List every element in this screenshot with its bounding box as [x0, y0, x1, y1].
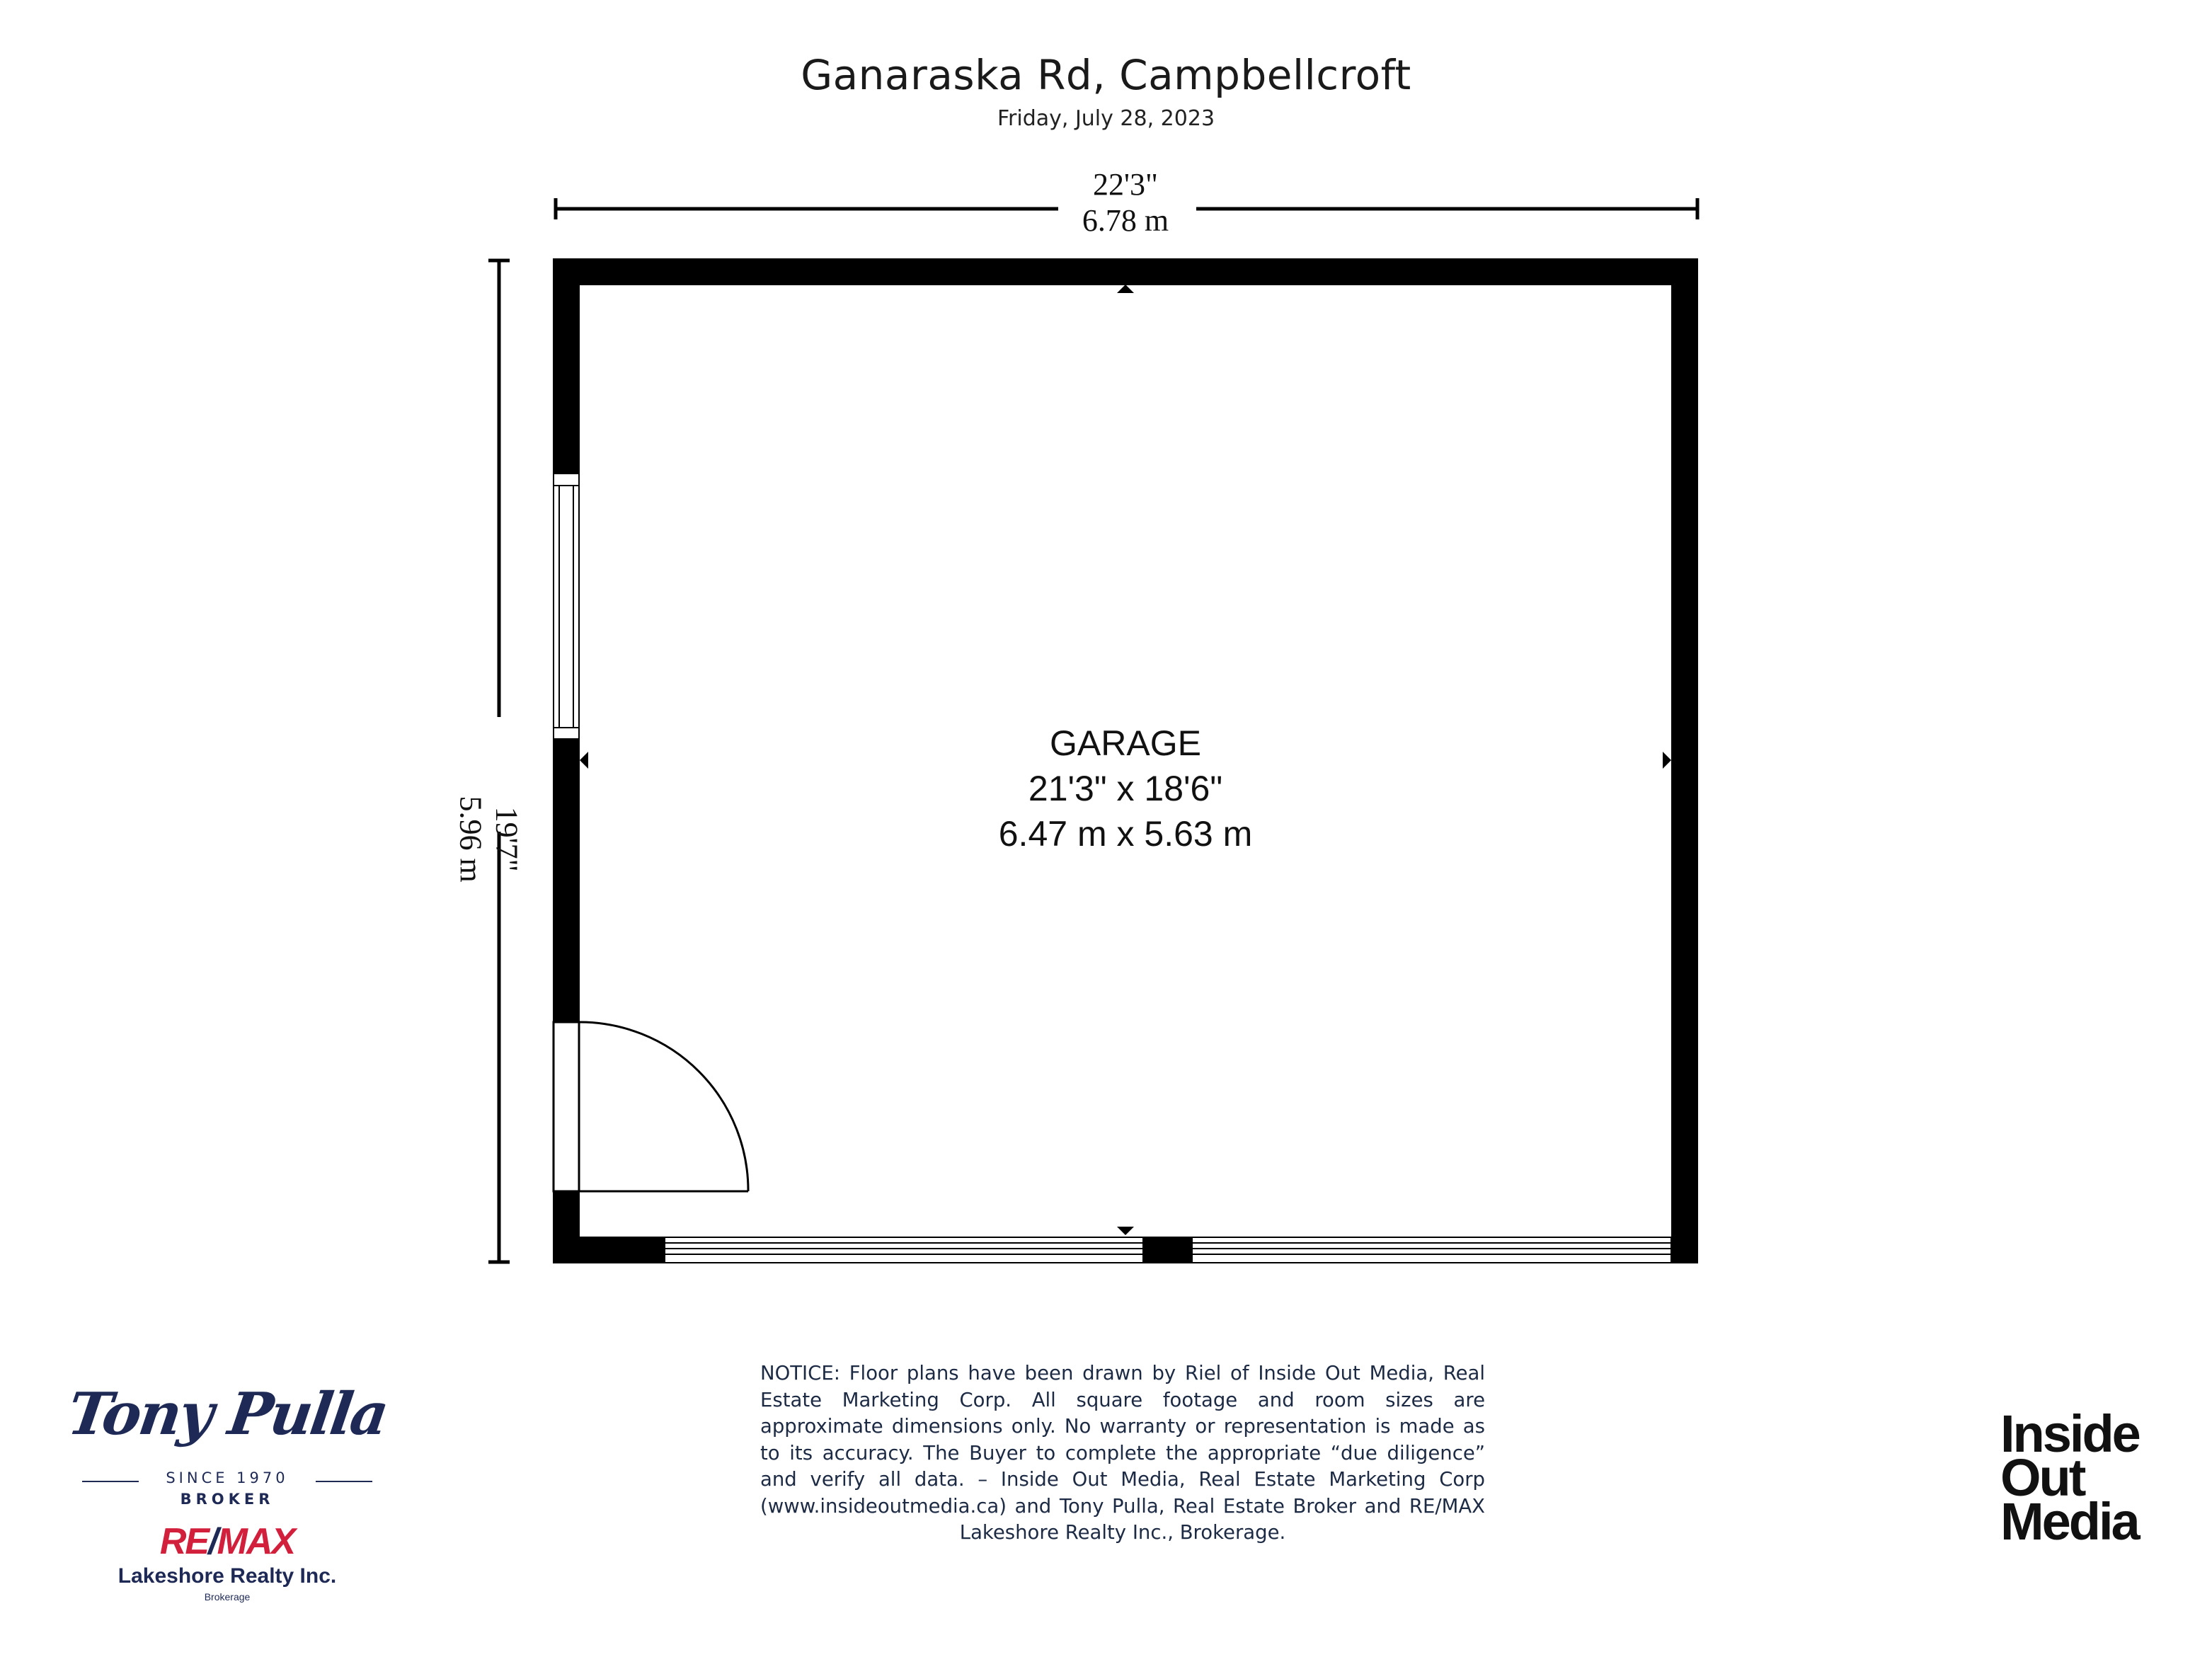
width-dimension-label	[1048, 167, 1203, 239]
left-window	[554, 474, 579, 739]
depth-metric: 5.96 m	[454, 796, 488, 883]
page-title: Ganaraska Rd, Campbellcroft	[801, 51, 1411, 99]
garage-door-right	[1192, 1237, 1671, 1263]
tony-pulla-remax-logo	[63, 1380, 391, 1607]
remax-re: RE	[159, 1521, 209, 1562]
room-label-garage	[842, 721, 1409, 856]
marker-top	[1117, 285, 1134, 293]
width-metric: 6.78 m	[1082, 202, 1169, 238]
remax-logo	[68, 1520, 386, 1563]
room-size-imperial: 21'3" x 18'6"	[1028, 769, 1223, 808]
plan-date: Friday, July 28, 2023	[997, 106, 1215, 131]
remax-max: MAX	[217, 1521, 295, 1562]
garage-door-left	[665, 1237, 1143, 1263]
remax-slash: /	[208, 1521, 217, 1562]
marker-bottom	[1117, 1227, 1134, 1235]
company-name: Lakeshore Realty Inc.	[118, 1564, 337, 1588]
disclaimer-notice: NOTICE: Floor plans have been drawn by Riel of Inside Out Media, Real Estate Marketing Corp. All square footage and room sizes are approximate dimensions only. No warranty or representation is made as to its accuracy. The Buyer to complete the appropriate “due diligence” and verify all data. – Inside Out Media, Real Estate Marketing Corp (www.insideoutmedia.ca) and Tony Pulla, Real Estate Broker and RE/MAX Lakeshore Realty Inc., Brokerage.	[760, 1362, 1485, 1544]
room-size-metric: 6.47 m x 5.63 m	[998, 814, 1253, 854]
logo-line-out: Out	[2000, 1448, 2085, 1507]
inside-out-media-logo	[2000, 1404, 2170, 1551]
logo-line-media: Media	[2000, 1492, 2138, 1551]
depth-dimension-label	[452, 726, 524, 953]
tony-pulla-signature: Tony Pulla	[63, 1380, 391, 1448]
logo-line-inside: Inside	[2000, 1404, 2139, 1463]
room-name: GARAGE	[1050, 723, 1201, 763]
depth-imperial: 19'7"	[489, 806, 525, 872]
entry-door	[554, 1022, 748, 1191]
since-text: SINCE 1970	[166, 1469, 289, 1486]
marker-right	[1663, 752, 1671, 769]
company-subtitle: Brokerage	[204, 1591, 251, 1602]
width-imperial: 22'3"	[1093, 167, 1158, 202]
marker-left	[580, 752, 588, 769]
broker-text: BROKER	[180, 1491, 275, 1508]
